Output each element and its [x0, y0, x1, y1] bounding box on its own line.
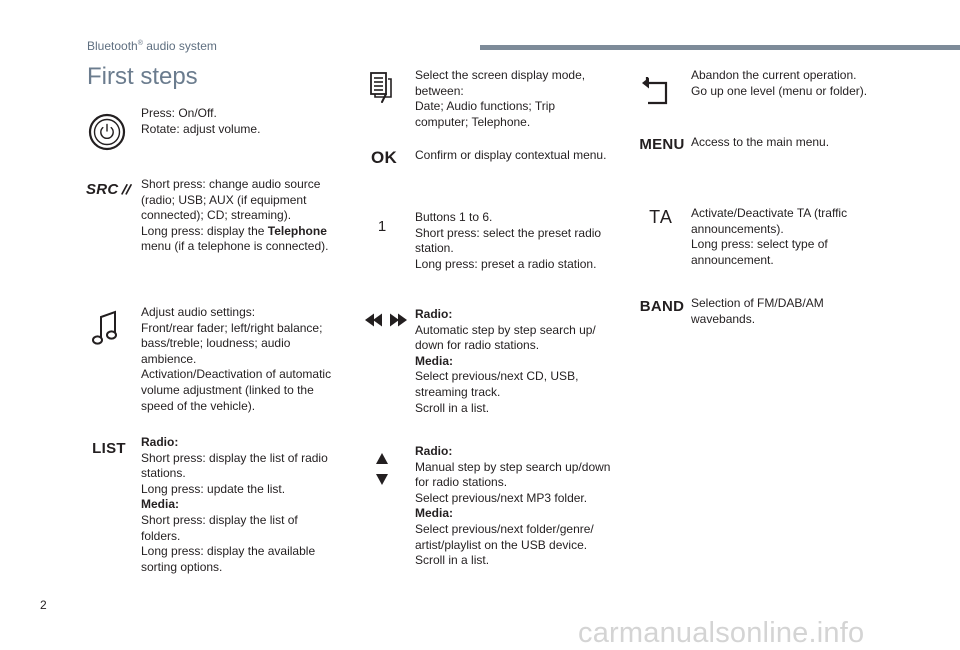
audio-line: Front/rear fader; left/right balance; — [141, 320, 323, 335]
ok-line: Confirm or display contextual menu. — [415, 148, 607, 162]
media-heading: Media: — [415, 506, 454, 521]
src-line — [141, 224, 328, 240]
radio-heading: Radio: — [415, 307, 453, 321]
display-line: Date; Audio functions; Trip — [415, 99, 556, 114]
watermark: carmanualsonline.info — [578, 617, 865, 649]
section-header-suffix: audio system — [142, 39, 217, 53]
radio-heading: Radio: — [415, 444, 453, 458]
band-description — [691, 296, 824, 327]
band-line: wavebands. — [691, 311, 756, 326]
list-line: Long press: display the available — [141, 544, 316, 559]
src-telephone-button-icon — [86, 178, 132, 200]
src-label: SRC — [86, 180, 119, 198]
audio-line: speed of the vehicle). — [141, 398, 256, 413]
preset-one-button-icon: 1 — [377, 217, 387, 235]
ta-line: Long press: select type of — [691, 237, 828, 252]
updown-line: Select previous/next MP3 folder. — [415, 490, 588, 505]
updown-line: for radio stations. — [415, 475, 508, 490]
menu-description — [691, 135, 829, 151]
seek-line: Scroll in a list. — [415, 400, 490, 415]
audio-line: Activation/Deactivation of automatic — [141, 367, 332, 382]
registered-mark: ® — [137, 40, 143, 47]
seek-line: down for radio stations. — [415, 338, 540, 353]
section-header — [87, 39, 217, 53]
seek-previous-next-icon — [364, 312, 408, 328]
src-line: connected); CD; streaming). — [141, 208, 292, 223]
page-number: 2 — [40, 598, 47, 612]
src-line: menu (if a telephone is connected). — [141, 239, 329, 254]
buttons-line: Short press: select the preset radio — [415, 225, 602, 240]
media-heading: Media: — [415, 353, 454, 368]
ta-line: announcement. — [691, 252, 774, 267]
seek-line: Automatic step by step search up/ — [415, 322, 596, 337]
ta-button-icon: TA — [649, 206, 673, 227]
audio-line: bass/treble; loudness; audio — [141, 336, 291, 351]
buttons-line: Long press: preset a radio station. — [415, 256, 597, 271]
list-line: Short press: display the list of radio — [141, 450, 328, 465]
seek-description — [415, 307, 596, 416]
band-button-icon: BAND — [639, 297, 685, 315]
preset-buttons-description — [415, 210, 601, 272]
src-description — [141, 177, 328, 255]
src-line: (radio; USB; AUX (if equipment — [141, 192, 307, 207]
ta-line: Activate/Deactivate TA (traffic — [691, 206, 848, 220]
up-down-description — [415, 444, 610, 569]
list-line: folders. — [141, 528, 181, 543]
power-volume-knob-icon — [88, 113, 126, 151]
display-line: between: — [415, 83, 464, 98]
ok-button-icon: OK — [370, 148, 398, 167]
list-line: sorting options. — [141, 559, 223, 574]
phone-slash-icon — [120, 180, 132, 198]
band-line: Selection of FM/DAB/AM — [691, 296, 824, 310]
back-description — [691, 68, 867, 99]
audio-line: ambience. — [141, 351, 197, 366]
updown-line: Select previous/next folder/genre/ — [415, 521, 594, 536]
audio-line: Adjust audio settings: — [141, 305, 256, 319]
list-description — [141, 435, 328, 575]
updown-line: artist/playlist on the USB device. — [415, 537, 588, 552]
menu-button-icon: MENU — [639, 135, 685, 153]
menu-line: Access to the main menu. — [691, 135, 830, 149]
ok-description — [415, 148, 606, 164]
ta-line: announcements). — [691, 221, 784, 236]
power-line: Rotate: adjust volume. — [141, 121, 261, 136]
back-arrow-icon — [640, 74, 672, 108]
seek-line: streaming track. — [415, 384, 501, 399]
list-line: Long press: update the list. — [141, 481, 286, 496]
display-line: Select the screen display mode, — [415, 68, 586, 82]
updown-line: Scroll in a list. — [415, 553, 490, 568]
buttons-line: station. — [415, 241, 454, 256]
telephone-keyword: Telephone — [267, 223, 327, 238]
src-line-text: Long press: display the — [141, 223, 268, 238]
power-description — [141, 106, 260, 137]
list-line: Short press: display the list of — [141, 512, 298, 527]
src-line: Short press: change audio source — [141, 177, 321, 191]
updown-line: Manual step by step search up/down — [415, 459, 611, 474]
header-rule — [480, 45, 960, 50]
audio-line: volume adjustment (linked to the — [141, 382, 314, 397]
display-line: computer; Telephone. — [415, 114, 531, 129]
up-down-arrows-icon — [374, 452, 390, 486]
list-button-icon: LIST — [92, 439, 126, 457]
display-mode-description — [415, 68, 585, 130]
list-line: stations. — [141, 466, 186, 481]
seek-line: Select previous/next CD, USB, — [415, 369, 579, 384]
section-header-text: Bluetooth — [87, 39, 138, 53]
display-mode-icon — [368, 70, 396, 104]
back-line: Go up one level (menu or folder). — [691, 83, 868, 98]
radio-heading: Radio: — [141, 435, 179, 449]
buttons-line: Buttons 1 to 6. — [415, 210, 493, 224]
music-note-icon — [90, 310, 120, 348]
back-line: Abandon the current operation. — [691, 68, 857, 82]
ta-description — [691, 206, 847, 268]
power-line: Press: On/Off. — [141, 106, 217, 120]
page-title: First steps — [87, 63, 198, 90]
audio-settings-description — [141, 305, 331, 414]
media-heading: Media: — [141, 497, 180, 512]
